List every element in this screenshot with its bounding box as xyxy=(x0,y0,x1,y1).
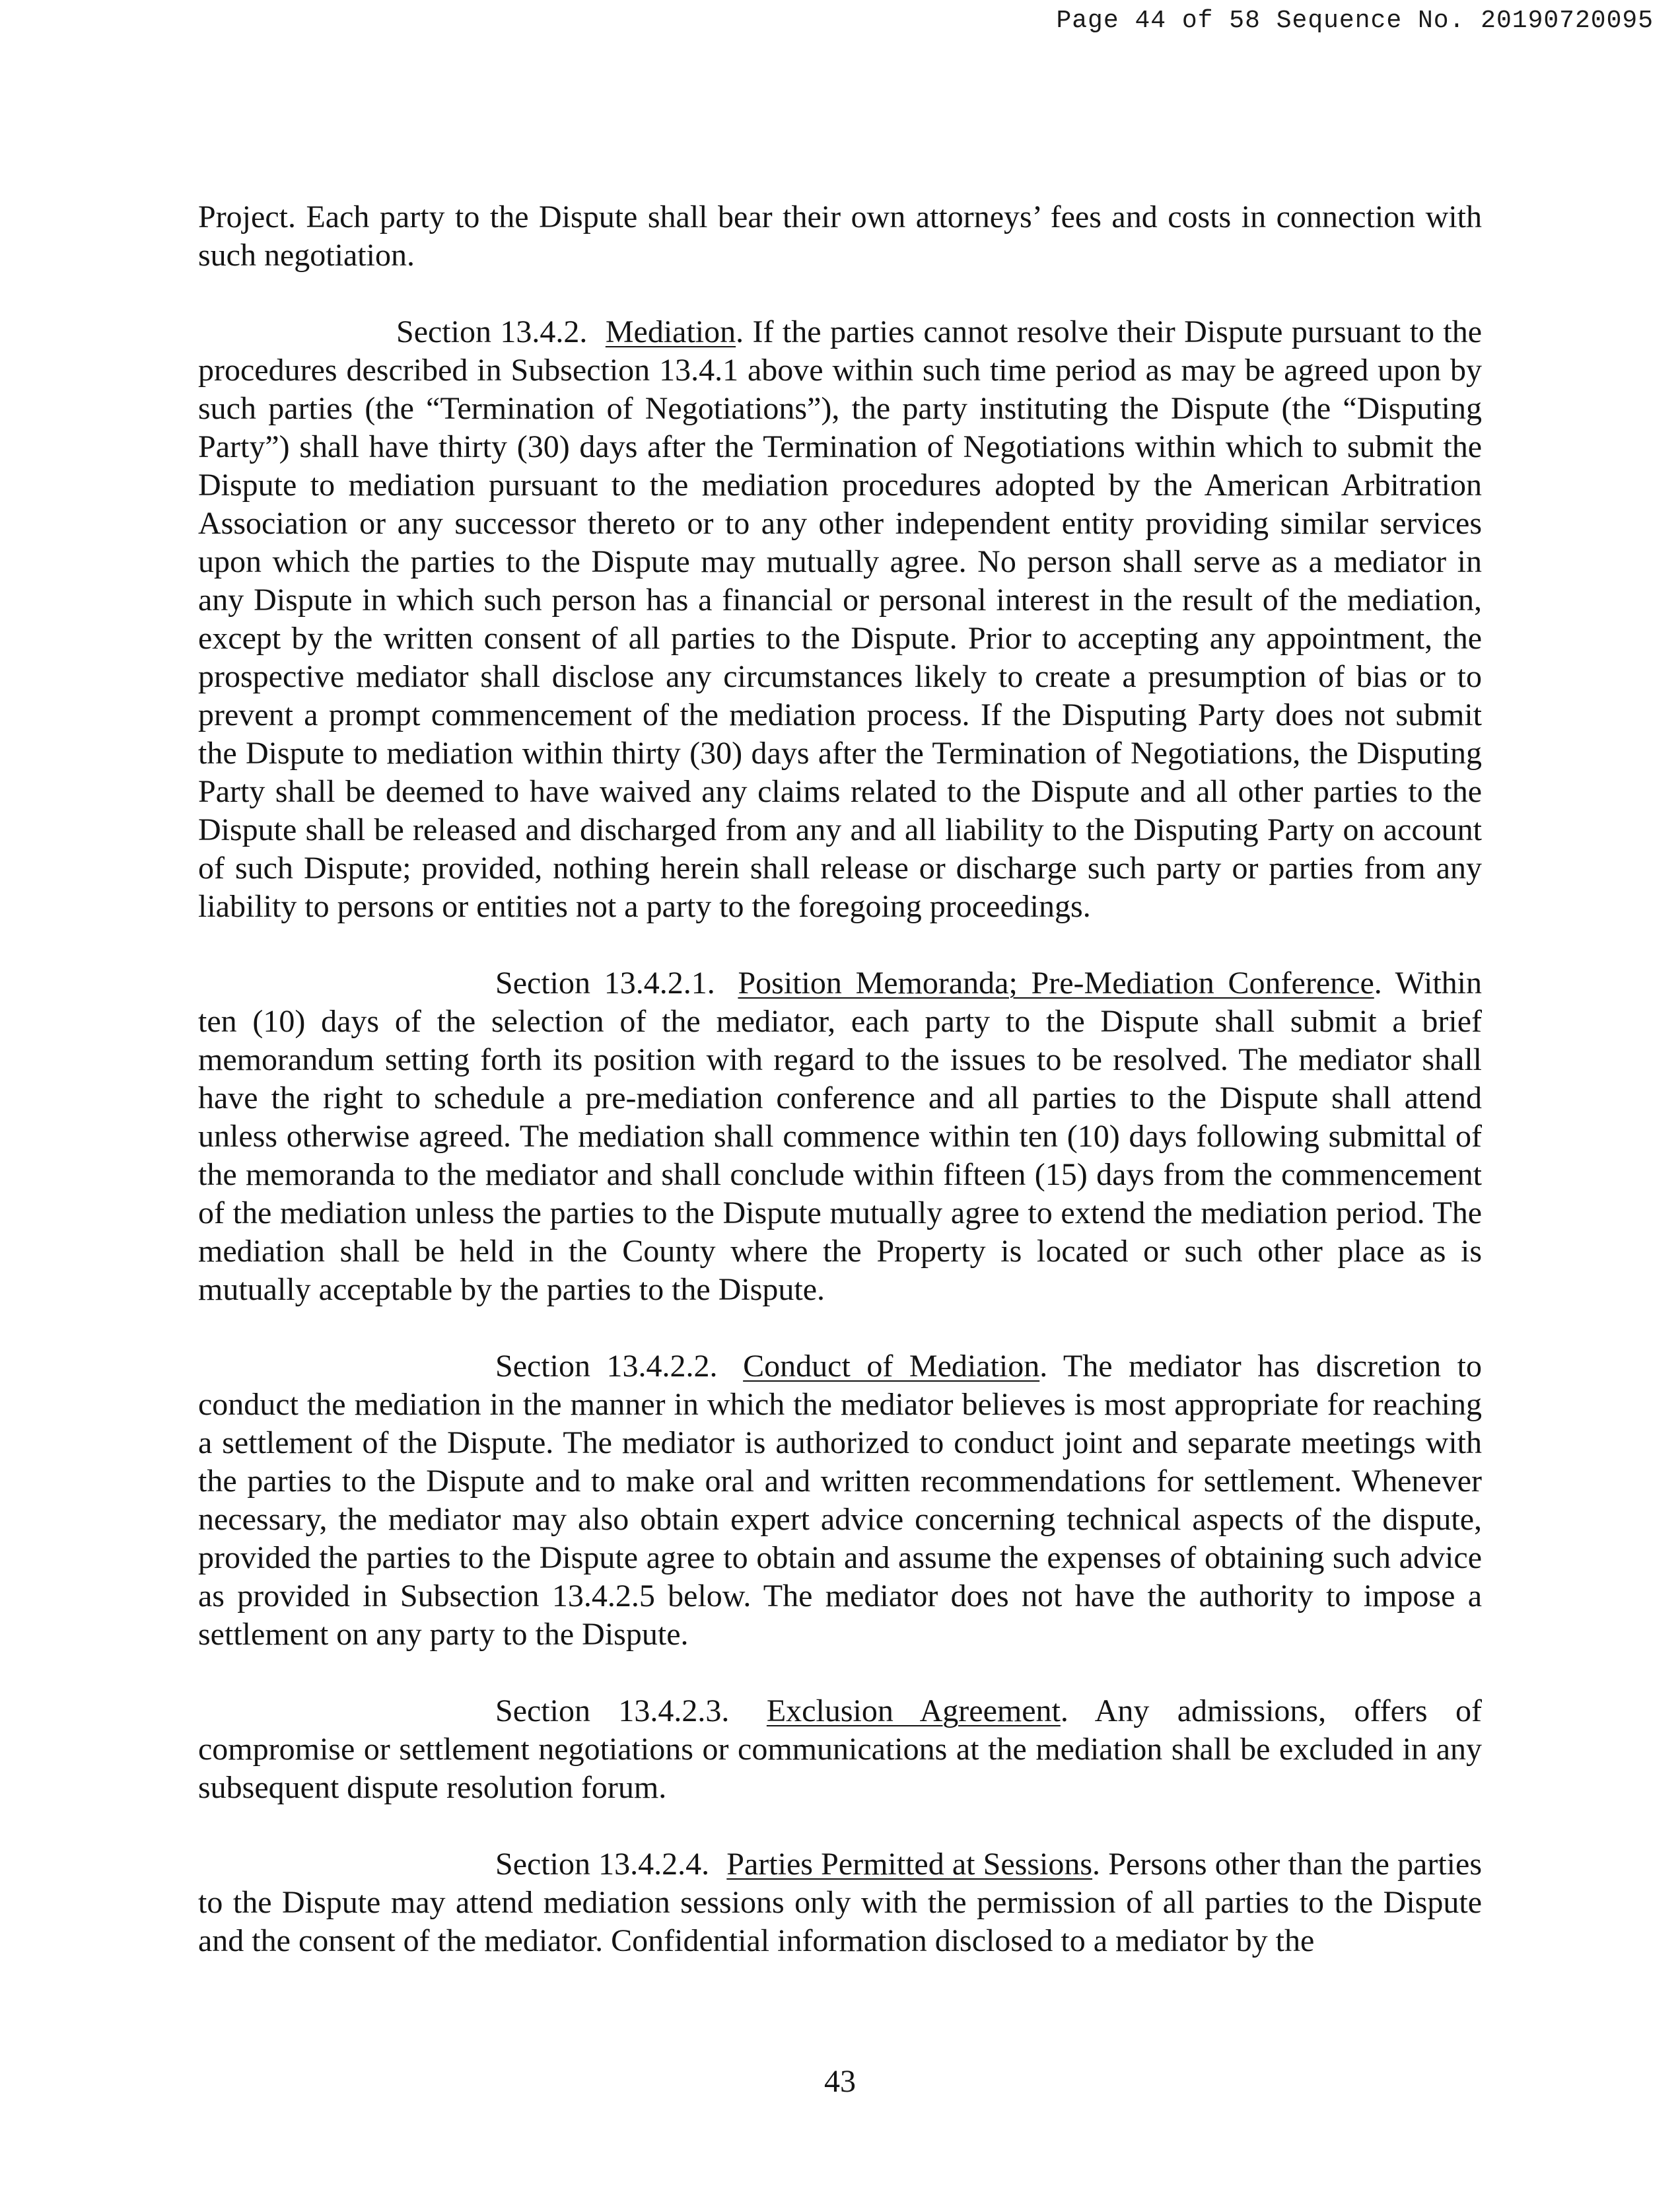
section-title: Parties Permitted at Sessions xyxy=(726,1847,1093,1882)
paragraph-continuation xyxy=(198,198,1482,275)
section-13-4-2-2: Section 13.4.2.2. Conduct of Mediation. The mediator has discretion to conduct the mediation in the manner in which the mediator believes is most appropriate for reaching a settlement of the Dispute. The mediator is authorized to conduct joint and separate meetings with the parties to the Dispute and to make oral and written recommendations for settlement. Whenever necessary, the mediator may also obtain expert advice concerning technical aspects of the dispute, provided the parties to the Dispute agree to obtain and assume the expenses of obtaining such advice as provided in Subsection 13.4.2.5 below. The mediator does not have the authority to impose a settlement on any party to the Dispute. xyxy=(198,1349,1483,1652)
section-number: Section 13.4.2.2. xyxy=(495,1349,718,1384)
section-number: Section 13.4.2.4. xyxy=(495,1847,710,1882)
paragraph-text: Any admissions, offers of compromise or settlement negotiations or communications at the mediation shall be excluded in any subsequent dispute resolution forum. xyxy=(198,1693,1483,1805)
section-13-4-2-1: Section 13.4.2.1. Position Memoranda; Pre-Mediation Conference. Within ten (10) days of the selection of the mediator, each party to the Dispute shall submit a brief memorandum setting forth its position with regard to the issues to be resolved. The mediator shall have the right to schedule a pre-mediation conference and all parties to the Dispute shall attend unless otherwise agreed. The mediation shall commence within ten (10) days following submittal of the memoranda to the mediator and shall conclude within fifteen (15) days from the commencement of the mediation unless the parties to the Dispute mutually agree to extend the mediation period. The mediation shall be held in the County where the Property is located or such other place as is mutually acceptable by the parties to the Dispute. xyxy=(198,966,1483,1307)
section-title: Position Memoranda; Pre-Mediation Conference xyxy=(738,966,1374,1001)
document-body xyxy=(198,198,1482,1999)
page-number: 43 xyxy=(824,2064,856,2099)
section-13-4-2-4: Section 13.4.2.4. Parties Permitted at Sessions. Persons other than the parties to the Dispute may attend mediation sessions only with the permission of all parties to the Dispute and the consent of the mediator. Confidential information disclosed to a mediator by the xyxy=(198,1847,1483,1958)
paragraph-text: If the parties cannot resolve their Dispute pursuant to the procedures described in Subsection 13.4.1 above within such time period as may be agreed upon by such parties (the “Termination of Negotiations”), the party instituting the Dispute (the “Disputing Party”) shall have thirty (30) days after the Termination of Negotiations within which to submit the Dispute to mediation pursuant to the mediation procedures adopted by the American Arbitration Association or any successor thereto or to any other independent entity providing similar services upon which the parties to the Dispute may mutually agree. No person shall serve as a mediator in any Dispute in which such person has a financial or personal interest in the result of the mediation, except by the written consent of all parties to the Dispute. Prior to accepting any appointment, the prospective mediator shall disclose any circumstances likely to create a presumption of bias or to prevent a prompt commencement of the mediation process. If the Disputing Party does not submit the Dispute to mediation within thirty (30) days after the Termination of Negotiations, the Disputing Party shall be deemed to have waived any claims related to the Dispute and all other parties to the Dispute shall be released and discharged from any and all liability to the Disputing Party on account of such Dispute; provided, nothing herein shall release or discharge such party or parties from any liability to persons or entities not a party to the foregoing proceedings. xyxy=(198,314,1483,924)
section-number: Section 13.4.2. xyxy=(396,314,588,349)
page-sequence-header: Page 44 of 58 Sequence No. 20190720095 xyxy=(1056,7,1654,35)
section-13-4-2: Section 13.4.2. Mediation. If the parties cannot resolve their Dispute pursuant to the procedures described in Subsection 13.4.1 above within such time period as may be agreed upon by such parties (the “Termination of Negotiations”), the party instituting the Dispute (the “Disputing Party”) shall have thirty (30) days after the Termination of Negotiations within which to submit the Dispute to mediation pursuant to the mediation procedures adopted by the American Arbitration Association or any successor thereto or to any other independent entity providing similar services upon which the parties to the Dispute may mutually agree. No person shall serve as a mediator in any Dispute in which such person has a financial or personal interest in the result of the mediation, except by the written consent of all parties to the Dispute. Prior to accepting any appointment, the prospective mediator shall disclose any circumstances likely to create a presumption of bias or to prevent a prompt commencement of the mediation process. If the Disputing Party does not submit the Dispute to mediation within thirty (30) days after the Termination of Negotiations, the Disputing Party shall be deemed to have waived any claims related to the Dispute and all other parties to the Dispute shall be released and discharged from any and all liability to the Disputing Party on account of such Dispute; provided, nothing herein shall release or discharge such party or parties from any liability to persons or entities not a party to the foregoing proceedings. xyxy=(198,314,1483,924)
section-title: Exclusion Agreement xyxy=(766,1693,1061,1728)
section-title: Conduct of Mediation xyxy=(743,1349,1040,1384)
paragraph-text: Within ten (10) days of the selection of the mediator, each party to the Dispute shall submit a brief memorandum setting forth its position with regard to the issues to be resolved. The mediator shall have the right to schedule a pre-mediation conference and all parties to the Dispute shall attend unless otherwise agreed. The mediation shall commence within ten (10) days following submittal of the memoranda to the mediator and shall conclude within fifteen (15) days from the commencement of the mediation unless the parties to the Dispute mutually agree to extend the mediation period. The mediation shall be held in the County where the Property is located or such other place as is mutually acceptable by the parties to the Dispute. xyxy=(198,966,1483,1307)
paragraph-text: Persons other than the parties to the Dispute may attend mediation sessions only with the permission of all parties to the Dispute and the consent of the mediator. Confidential information disclosed to a mediator by the xyxy=(198,1847,1483,1958)
section-number: Section 13.4.2.3. xyxy=(495,1693,730,1728)
paragraph-text: Project. Each party to the Dispute shall bear their own attorneys’ fees and costs in connection with such negotiation. xyxy=(198,199,1482,273)
section-number: Section 13.4.2.1. xyxy=(495,966,715,1001)
section-title: Mediation xyxy=(605,314,736,349)
section-13-4-2-3: Section 13.4.2.3. Exclusion Agreement. Any admissions, offers of compromise or settlement negotiations or communications at the mediation shall be excluded in any subsequent dispute resolution forum. xyxy=(198,1693,1483,1805)
paragraph-text: The mediator has discretion to conduct the mediation in the manner in which the mediator believes is most appropriate for reaching a settlement of the Dispute. The mediator is authorized to conduct joint and separate meetings with the parties to the Dispute and to make oral and written recommendations for settlement. Whenever necessary, the mediator may also obtain expert advice concerning technical aspects of the dispute, provided the parties to the Dispute agree to obtain and assume the expenses of obtaining such advice as provided in Subsection 13.4.2.5 below. The mediator does not have the authority to impose a settlement on any party to the Dispute. xyxy=(198,1349,1483,1652)
